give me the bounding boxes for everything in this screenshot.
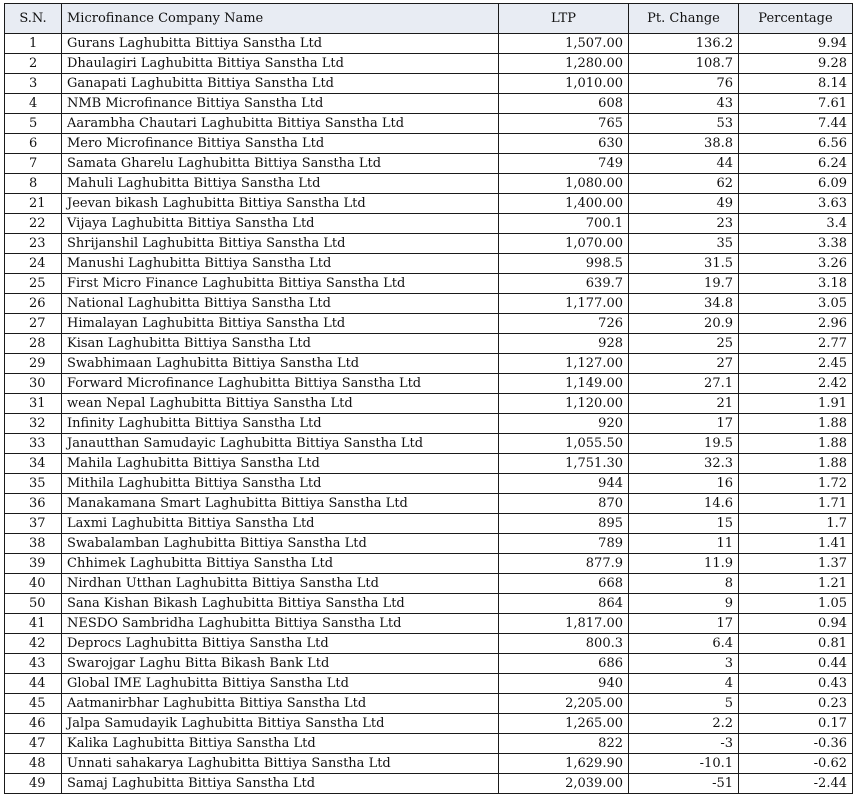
table-row	[5, 734, 853, 754]
cell-ltp: 726	[499, 314, 629, 334]
cell-company-name: NESDO Sambridha Laghubitta Bittiya Sanstha Ltd	[62, 614, 499, 634]
cell-company-name: Mahuli Laghubitta Bittiya Sanstha Ltd	[62, 174, 499, 194]
table-row	[5, 754, 853, 774]
cell-percentage: 7.61	[739, 94, 853, 114]
table-row	[5, 254, 853, 274]
table-row	[5, 34, 853, 54]
header-sn: S.N.	[5, 4, 62, 34]
cell-ltp: 1,070.00	[499, 234, 629, 254]
cell-sn: 24	[5, 254, 62, 274]
cell-company-name: Jeevan bikash Laghubitta Bittiya Sanstha Ltd	[62, 194, 499, 214]
cell-percentage: 1.41	[739, 534, 853, 554]
cell-percentage: 3.4	[739, 214, 853, 234]
cell-sn: 37	[5, 514, 62, 534]
cell-ltp: 639.7	[499, 274, 629, 294]
cell-pt-change: 15	[629, 514, 739, 534]
cell-ltp: 608	[499, 94, 629, 114]
cell-pt-change: 38.8	[629, 134, 739, 154]
cell-ltp: 1,177.00	[499, 294, 629, 314]
cell-percentage: 2.96	[739, 314, 853, 334]
cell-percentage: 6.24	[739, 154, 853, 174]
cell-ltp: 1,507.00	[499, 34, 629, 54]
cell-sn: 2	[5, 54, 62, 74]
cell-percentage: 1.91	[739, 394, 853, 414]
cell-percentage: 0.23	[739, 694, 853, 714]
cell-pt-change: 14.6	[629, 494, 739, 514]
cell-company-name: Sana Kishan Bikash Laghubitta Bittiya Sanstha Ltd	[62, 594, 499, 614]
cell-ltp: 1,080.00	[499, 174, 629, 194]
cell-company-name: Kisan Laghubitta Bittiya Sanstha Ltd	[62, 334, 499, 354]
cell-company-name: Mahila Laghubitta Bittiya Sanstha Ltd	[62, 454, 499, 474]
cell-percentage: 3.26	[739, 254, 853, 274]
table-row	[5, 514, 853, 534]
cell-pt-change: 32.3	[629, 454, 739, 474]
cell-ltp: 700.1	[499, 214, 629, 234]
cell-pt-change: 62	[629, 174, 739, 194]
cell-ltp: 1,265.00	[499, 714, 629, 734]
cell-company-name: Swabalamban Laghubitta Bittiya Sanstha Ltd	[62, 534, 499, 554]
cell-company-name: Manakamana Smart Laghubitta Bittiya Sanstha Ltd	[62, 494, 499, 514]
cell-company-name: National Laghubitta Bittiya Sanstha Ltd	[62, 294, 499, 314]
cell-sn: 22	[5, 214, 62, 234]
cell-pt-change: 20.9	[629, 314, 739, 334]
table-row	[5, 474, 853, 494]
cell-company-name: Swabhimaan Laghubitta Bittiya Sanstha Ltd	[62, 354, 499, 374]
cell-sn: 50	[5, 594, 62, 614]
cell-company-name: Kalika Laghubitta Bittiya Sanstha Ltd	[62, 734, 499, 754]
cell-percentage: 6.09	[739, 174, 853, 194]
cell-company-name: Chhimek Laghubitta Bittiya Sanstha Ltd	[62, 554, 499, 574]
table-row	[5, 234, 853, 254]
header-percentage: Percentage	[739, 4, 853, 34]
cell-pt-change: 21	[629, 394, 739, 414]
table-row	[5, 414, 853, 434]
table-row	[5, 174, 853, 194]
cell-ltp: 800.3	[499, 634, 629, 654]
cell-ltp: 789	[499, 534, 629, 554]
cell-ltp: 668	[499, 574, 629, 594]
table-row	[5, 694, 853, 714]
cell-percentage: -0.62	[739, 754, 853, 774]
table-row	[5, 114, 853, 134]
cell-sn: 42	[5, 634, 62, 654]
cell-percentage: 1.21	[739, 574, 853, 594]
cell-pt-change: 35	[629, 234, 739, 254]
table-row	[5, 774, 853, 794]
table-body	[5, 34, 853, 794]
cell-percentage: -2.44	[739, 774, 853, 794]
table-row	[5, 74, 853, 94]
cell-pt-change: 23	[629, 214, 739, 234]
cell-ltp: 1,120.00	[499, 394, 629, 414]
cell-sn: 26	[5, 294, 62, 314]
cell-sn: 21	[5, 194, 62, 214]
cell-ltp: 1,400.00	[499, 194, 629, 214]
table-row	[5, 274, 853, 294]
table-row	[5, 374, 853, 394]
cell-ltp: 1,055.50	[499, 434, 629, 454]
cell-pt-change: 17	[629, 414, 739, 434]
cell-percentage: 1.72	[739, 474, 853, 494]
cell-sn: 23	[5, 234, 62, 254]
cell-pt-change: 2.2	[629, 714, 739, 734]
table-row	[5, 434, 853, 454]
cell-ltp: 928	[499, 334, 629, 354]
cell-company-name: Shrijanshil Laghubitta Bittiya Sanstha Ltd	[62, 234, 499, 254]
cell-pt-change: 44	[629, 154, 739, 174]
cell-company-name: Mero Microfinance Bittiya Sanstha Ltd	[62, 134, 499, 154]
table-row	[5, 94, 853, 114]
cell-sn: 44	[5, 674, 62, 694]
cell-pt-change: 17	[629, 614, 739, 634]
table-row	[5, 394, 853, 414]
table-row	[5, 214, 853, 234]
cell-ltp: 920	[499, 414, 629, 434]
cell-ltp: 870	[499, 494, 629, 514]
cell-sn: 39	[5, 554, 62, 574]
cell-company-name: Aatmanirbhar Laghubitta Bittiya Sanstha Ltd	[62, 694, 499, 714]
cell-pt-change: 9	[629, 594, 739, 614]
cell-ltp: 2,039.00	[499, 774, 629, 794]
cell-sn: 6	[5, 134, 62, 154]
microfinance-table	[4, 3, 853, 794]
cell-ltp: 864	[499, 594, 629, 614]
cell-company-name: Jalpa Samudayik Laghubitta Bittiya Sanstha Ltd	[62, 714, 499, 734]
cell-company-name: Manushi Laghubitta Bittiya Sanstha Ltd	[62, 254, 499, 274]
cell-pt-change: 19.5	[629, 434, 739, 454]
table-row	[5, 154, 853, 174]
cell-company-name: Gurans Laghubitta Bittiya Sanstha Ltd	[62, 34, 499, 54]
cell-company-name: Swarojgar Laghu Bitta Bikash Bank Ltd	[62, 654, 499, 674]
cell-sn: 36	[5, 494, 62, 514]
table-row	[5, 194, 853, 214]
cell-pt-change: 16	[629, 474, 739, 494]
cell-company-name: First Micro Finance Laghubitta Bittiya Sanstha Ltd	[62, 274, 499, 294]
cell-sn: 47	[5, 734, 62, 754]
cell-percentage: 1.71	[739, 494, 853, 514]
cell-company-name: Janautthan Samudayic Laghubitta Bittiya Sanstha Ltd	[62, 434, 499, 454]
cell-company-name: Global IME Laghubitta Bittiya Sanstha Ltd	[62, 674, 499, 694]
cell-pt-change: 11.9	[629, 554, 739, 574]
cell-sn: 4	[5, 94, 62, 114]
table-row	[5, 294, 853, 314]
cell-sn: 35	[5, 474, 62, 494]
cell-ltp: 1,629.90	[499, 754, 629, 774]
cell-percentage: 0.94	[739, 614, 853, 634]
cell-percentage: 1.05	[739, 594, 853, 614]
cell-percentage: 1.88	[739, 434, 853, 454]
table-row	[5, 714, 853, 734]
cell-company-name: Vijaya Laghubitta Bittiya Sanstha Ltd	[62, 214, 499, 234]
table-row	[5, 554, 853, 574]
table-row	[5, 494, 853, 514]
header-row	[5, 4, 853, 34]
table-row	[5, 634, 853, 654]
table-row	[5, 534, 853, 554]
cell-company-name: Dhaulagiri Laghubitta Bittiya Sanstha Ltd	[62, 54, 499, 74]
cell-sn: 48	[5, 754, 62, 774]
cell-pt-change: 4	[629, 674, 739, 694]
table-row	[5, 354, 853, 374]
cell-ltp: 1,149.00	[499, 374, 629, 394]
cell-sn: 8	[5, 174, 62, 194]
cell-company-name: Forward Microfinance Laghubitta Bittiya Sanstha Ltd	[62, 374, 499, 394]
cell-sn: 25	[5, 274, 62, 294]
cell-pt-change: 31.5	[629, 254, 739, 274]
cell-pt-change: 49	[629, 194, 739, 214]
cell-pt-change: -3	[629, 734, 739, 754]
table-row	[5, 614, 853, 634]
cell-sn: 49	[5, 774, 62, 794]
cell-pt-change: 108.7	[629, 54, 739, 74]
cell-ltp: 998.5	[499, 254, 629, 274]
cell-company-name: Deprocs Laghubitta Bittiya Sanstha Ltd	[62, 634, 499, 654]
cell-pt-change: -51	[629, 774, 739, 794]
cell-percentage: 0.44	[739, 654, 853, 674]
cell-percentage: 1.88	[739, 414, 853, 434]
cell-ltp: 1,010.00	[499, 74, 629, 94]
cell-sn: 5	[5, 114, 62, 134]
cell-ltp: 895	[499, 514, 629, 534]
cell-pt-change: 34.8	[629, 294, 739, 314]
cell-percentage: 2.45	[739, 354, 853, 374]
cell-sn: 29	[5, 354, 62, 374]
cell-percentage: 1.7	[739, 514, 853, 534]
cell-percentage: 9.94	[739, 34, 853, 54]
cell-pt-change: 19.7	[629, 274, 739, 294]
cell-percentage: 3.63	[739, 194, 853, 214]
cell-ltp: 940	[499, 674, 629, 694]
cell-pt-change: 53	[629, 114, 739, 134]
cell-sn: 30	[5, 374, 62, 394]
cell-pt-change: 8	[629, 574, 739, 594]
table-row	[5, 454, 853, 474]
cell-percentage: 0.81	[739, 634, 853, 654]
header-company-name: Microfinance Company Name	[62, 4, 499, 34]
cell-company-name: Infinity Laghubitta Bittiya Sanstha Ltd	[62, 414, 499, 434]
table-header	[5, 4, 853, 34]
cell-company-name: Aarambha Chautari Laghubitta Bittiya Sanstha Ltd	[62, 114, 499, 134]
cell-ltp: 749	[499, 154, 629, 174]
cell-pt-change: 27	[629, 354, 739, 374]
cell-sn: 33	[5, 434, 62, 454]
table-row	[5, 54, 853, 74]
cell-sn: 27	[5, 314, 62, 334]
cell-sn: 1	[5, 34, 62, 54]
cell-ltp: 822	[499, 734, 629, 754]
cell-percentage: 2.42	[739, 374, 853, 394]
table-row	[5, 314, 853, 334]
cell-percentage: 6.56	[739, 134, 853, 154]
cell-pt-change: 136.2	[629, 34, 739, 54]
cell-sn: 45	[5, 694, 62, 714]
cell-ltp: 2,205.00	[499, 694, 629, 714]
cell-ltp: 1,817.00	[499, 614, 629, 634]
cell-pt-change: 25	[629, 334, 739, 354]
cell-sn: 43	[5, 654, 62, 674]
cell-percentage: 1.88	[739, 454, 853, 474]
cell-sn: 38	[5, 534, 62, 554]
table-row	[5, 654, 853, 674]
cell-company-name: Laxmi Laghubitta Bittiya Sanstha Ltd	[62, 514, 499, 534]
cell-sn: 40	[5, 574, 62, 594]
cell-company-name: Samata Gharelu Laghubitta Bittiya Sanstha Ltd	[62, 154, 499, 174]
cell-percentage: -0.36	[739, 734, 853, 754]
cell-sn: 32	[5, 414, 62, 434]
cell-sn: 3	[5, 74, 62, 94]
table-row	[5, 594, 853, 614]
cell-percentage: 3.05	[739, 294, 853, 314]
cell-percentage: 7.44	[739, 114, 853, 134]
cell-sn: 7	[5, 154, 62, 174]
cell-pt-change: 11	[629, 534, 739, 554]
cell-sn: 28	[5, 334, 62, 354]
cell-pt-change: 3	[629, 654, 739, 674]
table-row	[5, 674, 853, 694]
table-row	[5, 134, 853, 154]
cell-pt-change: -10.1	[629, 754, 739, 774]
cell-ltp: 1,751.30	[499, 454, 629, 474]
cell-sn: 31	[5, 394, 62, 414]
cell-company-name: NMB Microfinance Bittiya Sanstha Ltd	[62, 94, 499, 114]
table-row	[5, 574, 853, 594]
cell-ltp: 877.9	[499, 554, 629, 574]
table-row	[5, 334, 853, 354]
cell-ltp: 686	[499, 654, 629, 674]
cell-sn: 34	[5, 454, 62, 474]
cell-sn: 46	[5, 714, 62, 734]
cell-pt-change: 76	[629, 74, 739, 94]
cell-ltp: 630	[499, 134, 629, 154]
cell-company-name: Samaj Laghubitta Bittiya Sanstha Ltd	[62, 774, 499, 794]
cell-percentage: 1.37	[739, 554, 853, 574]
cell-company-name: wean Nepal Laghubitta Bittiya Sanstha Ltd	[62, 394, 499, 414]
cell-company-name: Himalayan Laghubitta Bittiya Sanstha Ltd	[62, 314, 499, 334]
cell-percentage: 0.43	[739, 674, 853, 694]
cell-ltp: 1,127.00	[499, 354, 629, 374]
header-ltp: LTP	[499, 4, 629, 34]
cell-percentage: 8.14	[739, 74, 853, 94]
cell-pt-change: 5	[629, 694, 739, 714]
cell-ltp: 765	[499, 114, 629, 134]
cell-percentage: 2.77	[739, 334, 853, 354]
cell-company-name: Nirdhan Utthan Laghubitta Bittiya Sanstha Ltd	[62, 574, 499, 594]
cell-pt-change: 27.1	[629, 374, 739, 394]
cell-sn: 41	[5, 614, 62, 634]
cell-percentage: 9.28	[739, 54, 853, 74]
cell-pt-change: 43	[629, 94, 739, 114]
cell-company-name: Unnati sahakarya Laghubitta Bittiya Sanstha Ltd	[62, 754, 499, 774]
cell-percentage: 3.18	[739, 274, 853, 294]
cell-company-name: Mithila Laghubitta Bittiya Sanstha Ltd	[62, 474, 499, 494]
header-pt-change: Pt. Change	[629, 4, 739, 34]
cell-ltp: 1,280.00	[499, 54, 629, 74]
cell-percentage: 3.38	[739, 234, 853, 254]
cell-pt-change: 6.4	[629, 634, 739, 654]
cell-company-name: Ganapati Laghubitta Bittiya Sanstha Ltd	[62, 74, 499, 94]
cell-ltp: 944	[499, 474, 629, 494]
cell-percentage: 0.17	[739, 714, 853, 734]
